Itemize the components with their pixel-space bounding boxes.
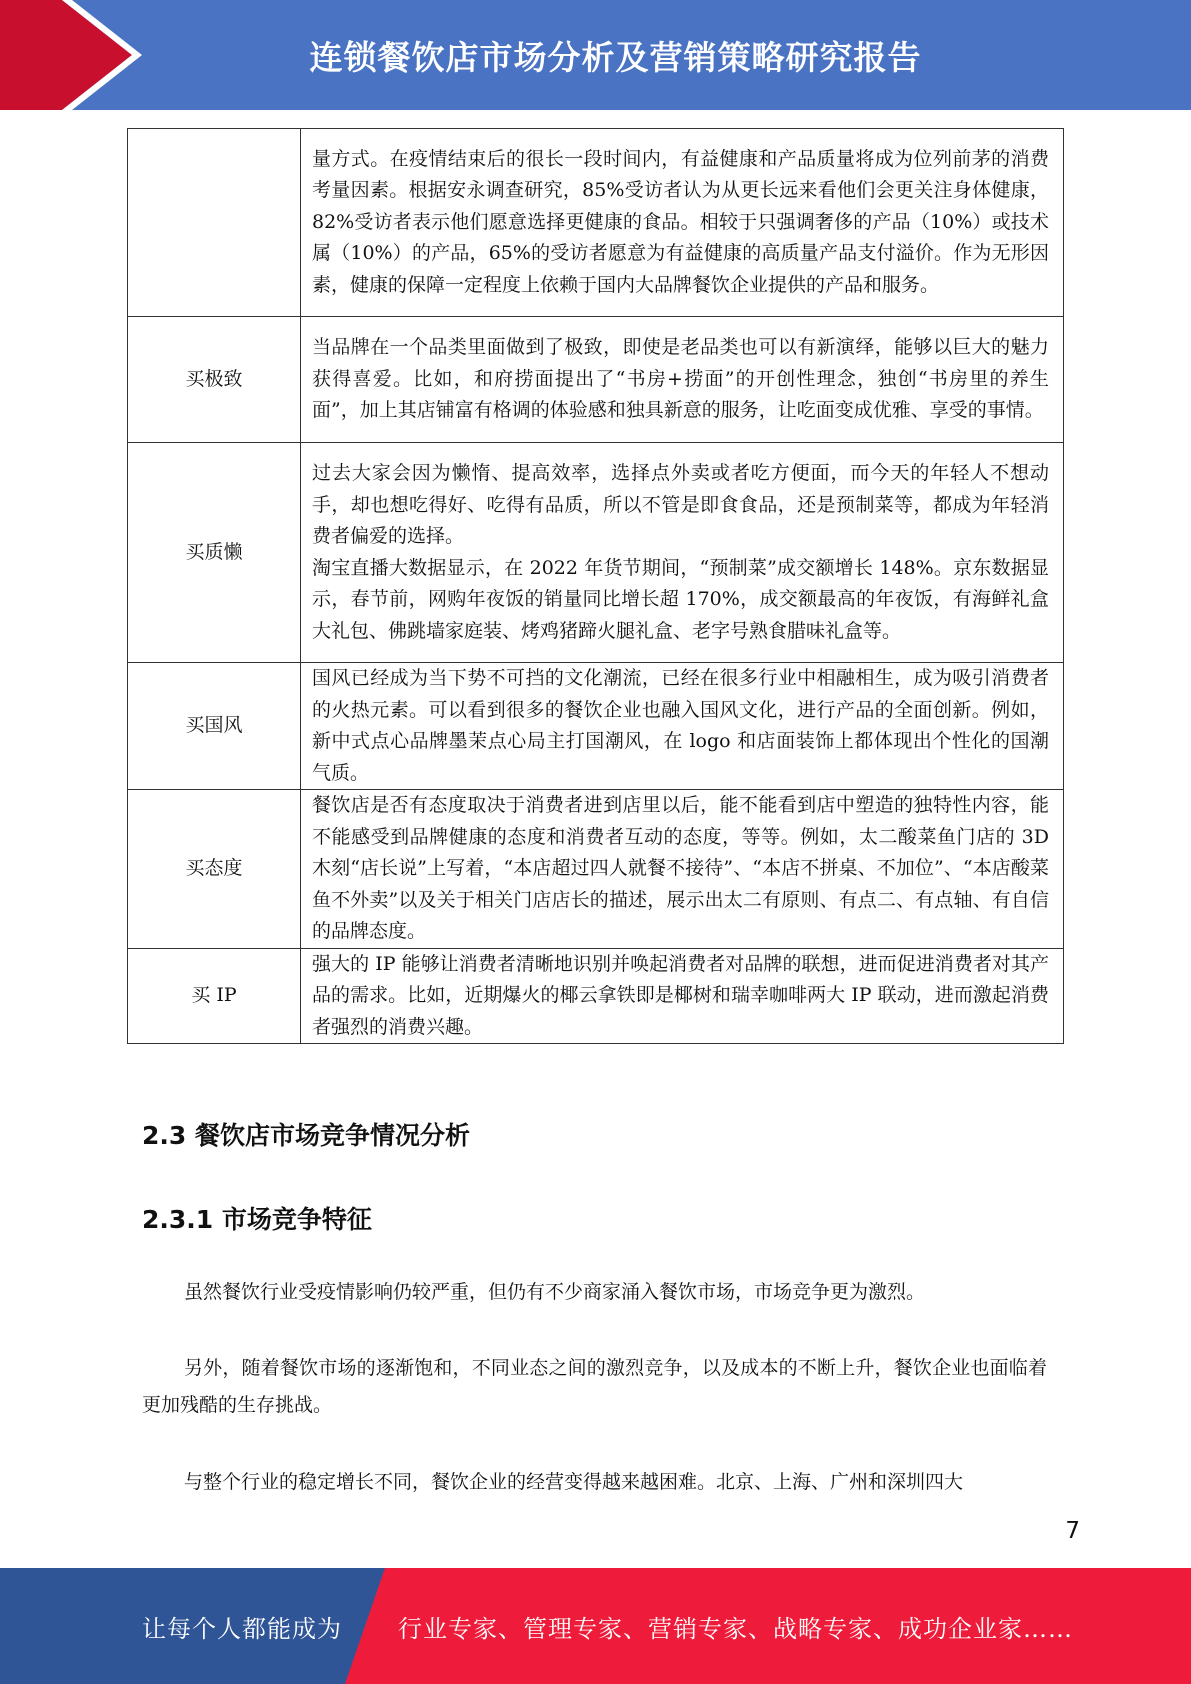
table-row-key: 买极致 [128,317,301,443]
table-row-content [301,443,1064,663]
table-row-paragraph: 强大的 IP 能够让消费者清晰地识别并唤起消费者对品牌的联想，进而促进消费者对其产品的需求。比如，近期爆火的椰云拿铁即是椰树和瑞幸咖啡两大 IP 联动，进而激起消费者强烈的消费兴趣。 [312,952,1049,1038]
table-row-content [301,317,1064,443]
consumer-trend-table [127,128,1064,1044]
table-row [128,129,1064,317]
section-heading: 2.3 餐饮店市场竞争情况分析 [142,1121,470,1150]
table-row-key [128,129,301,317]
table-row [128,948,1064,1044]
table-row-content [301,948,1064,1044]
table-row-content [301,663,1064,790]
table-row-key: 买国风 [128,663,301,790]
table-row-paragraph: 淘宝直播大数据显示，在 2022 年货节期间，“预制菜”成交额增长 148%。京东数据显示，春节前，网购年夜饭的销量同比增长超 170%，成交额最高的年夜饭，有海鲜礼盒大礼包、佛跳墙家庭装、烤鸡猪蹄火腿礼盒、老字号熟食腊味礼盒等。 [312,556,1049,642]
table-row-content [301,129,1064,317]
report-title: 连锁餐饮店市场分析及营销策略研究报告 [309,37,922,77]
table-row [128,663,1064,790]
table-row-paragraph: 当品牌在一个品类里面做到了极致，即使是老品类也可以有新演绎，能够以巨大的魅力获得喜爱。比如，和府捞面提出了“书房+捞面”的开创性理念，独创“书房里的养生面”，加上其店铺富有格调的体验感和独具新意的服务，让吃面变成优雅、享受的事情。 [312,336,1049,422]
body-paragraph: 另外，随着餐饮市场的逐渐饱和，不同业态之间的激烈竞争，以及成本的不断上升，餐饮企业也面临着更加残酷的生存挑战。 [142,1357,1047,1416]
body-paragraph: 虽然餐饮行业受疫情影响仍较严重，但仍有不少商家涌入餐饮市场，市场竞争更为激烈。 [184,1281,926,1303]
table-row [128,443,1064,663]
body-paragraph: 与整个行业的稳定增长不同，餐饮企业的经营变得越来越困难。北京、上海、广州和深圳四大 [184,1471,964,1493]
table-row-paragraph: 餐饮店是否有态度取决于消费者进到店里以后，能不能看到店中塑造的独特性内容，能不能感受到品牌健康的态度和消费者互动的态度，等等。例如，太二酸菜鱼门店的 3D 木刻“店长说”上写着，“本店超过四人就餐不接待”、“本店不拼桌、不加位”、“本店酸菜鱼不外卖”以及关于相关门店店长的描述，展示出太二有原则、有点二、有点轴、有自信的品牌态度。 [312,794,1049,942]
table-row [128,317,1064,443]
table-row-content [301,790,1064,949]
subsection-heading: 2.3.1 市场竞争特征 [142,1205,372,1234]
footer-slogan-left: 让每个人都能成为 [142,1614,342,1643]
page-header [0,0,1191,110]
footer-slogan-right: 行业专家、管理专家、营销专家、战略专家、成功企业家…… [398,1614,1073,1643]
table-row-key: 买质懒 [128,443,301,663]
header-arrow-decoration [0,0,150,110]
table-row-key: 买态度 [128,790,301,949]
table-row-paragraph: 量方式。在疫情结束后的很长一段时间内，有益健康和产品质量将成为位列前茅的消费考量因素。根据安永调查研究，85%受访者认为从更长远来看他们会更关注身体健康，82%受访者表示他们愿意选择更健康的食品。相较于只强调奢侈的产品（10%）或技术属（10%）的产品，65%的受访者愿意为有益健康的高质量产品支付溢价。作为无形因素，健康的保障一定程度上依赖于国内大品牌餐饮企业提供的产品和服务。 [312,147,1049,296]
page-number: 7 [1065,1518,1080,1544]
table-row-paragraph: 国风已经成为当下势不可挡的文化潮流，已经在很多行业中相融相生，成为吸引消费者的火热元素。可以看到很多的餐饮企业也融入国风文化，进行产品的全面创新。例如，新中式点心品牌墨茉点心局主打国潮风，在 logo 和店面装饰上都体现出个性化的国潮气质。 [312,667,1049,784]
table-row-key: 买 IP [128,948,301,1044]
page-footer [0,1568,1191,1684]
table-row-paragraph: 过去大家会因为懒惰、提高效率，选择点外卖或者吃方便面，而今天的年轻人不想动手，却也想吃得好、吃得有品质，所以不管是即食食品，还是预制菜等，都成为年轻消费者偏爱的选择。 [312,462,1049,547]
table-row [128,790,1064,949]
